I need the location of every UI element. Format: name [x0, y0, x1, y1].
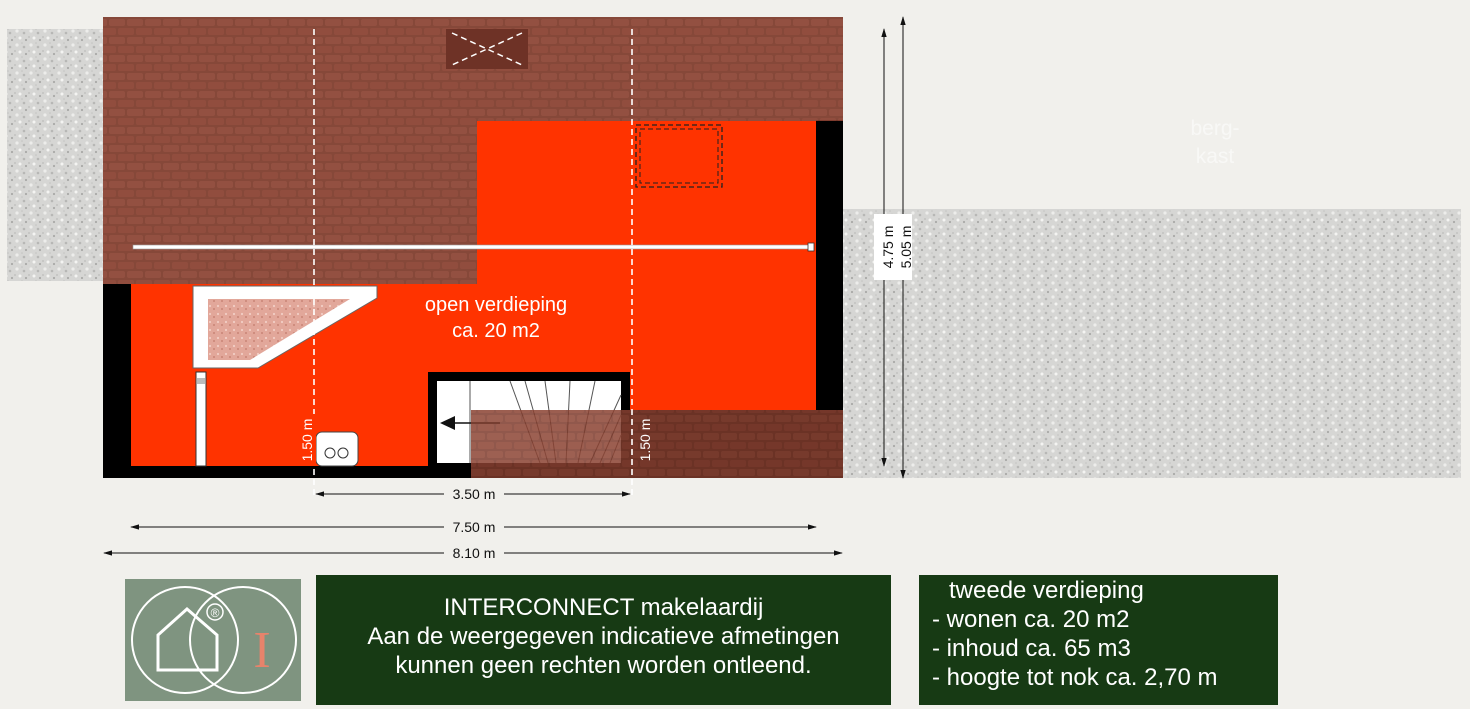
dim-label-3-50: 3.50 m — [452, 486, 496, 502]
room-label-line2: ca. 20 m2 — [452, 320, 540, 342]
dim-line-8-10 — [104, 544, 842, 562]
summary-item-volume: - inhoud ca. 65 m3 — [932, 635, 1131, 662]
dim-label-5-05: 5.05 m — [898, 225, 914, 269]
gravel-left — [7, 29, 103, 281]
disclaimer-line2: Aan de weergegeven indicatieve afmetingen — [367, 623, 840, 650]
disclaimer-line1: INTERCONNECT makelaardij — [443, 594, 764, 621]
gravel-right — [843, 209, 1461, 478]
ghost-label-line1: berg- — [1190, 117, 1240, 140]
floor-summary-box — [919, 575, 1278, 705]
dim-line-7-50 — [131, 518, 816, 536]
disclaimer-box — [316, 575, 891, 705]
knee-height-left: 1.50 m — [299, 418, 315, 462]
summary-item-ridge-height: - hoogte tot nok ca. 2,70 m — [932, 664, 1218, 691]
logo-letter: I — [253, 622, 271, 679]
knee-height-right: 1.50 m — [637, 418, 653, 462]
dim-label-8-10: 8.10 m — [452, 545, 496, 561]
logo-registered-mark: ® — [210, 606, 220, 620]
roof-rail — [133, 245, 813, 249]
room-label-line1: open verdieping — [424, 294, 568, 316]
boiler-icon — [316, 432, 358, 466]
chimney-icon — [446, 29, 528, 69]
ghost-label-line2: kast — [1195, 145, 1235, 168]
roof-tiles-bottom — [471, 410, 843, 478]
dim-label-4-75: 4.75 m — [880, 225, 896, 269]
company-logo — [125, 579, 301, 701]
disclaimer-line3: kunnen geen rechten worden ontleend. — [395, 652, 812, 679]
right-wall — [816, 120, 843, 410]
summary-item-living: - wonen ca. 20 m2 — [932, 606, 1130, 633]
summary-title: tweede verdieping — [949, 577, 1144, 604]
dim-label-7-50: 7.50 m — [452, 519, 496, 535]
dim-line-3-50 — [316, 485, 630, 503]
wall-post — [196, 372, 206, 466]
